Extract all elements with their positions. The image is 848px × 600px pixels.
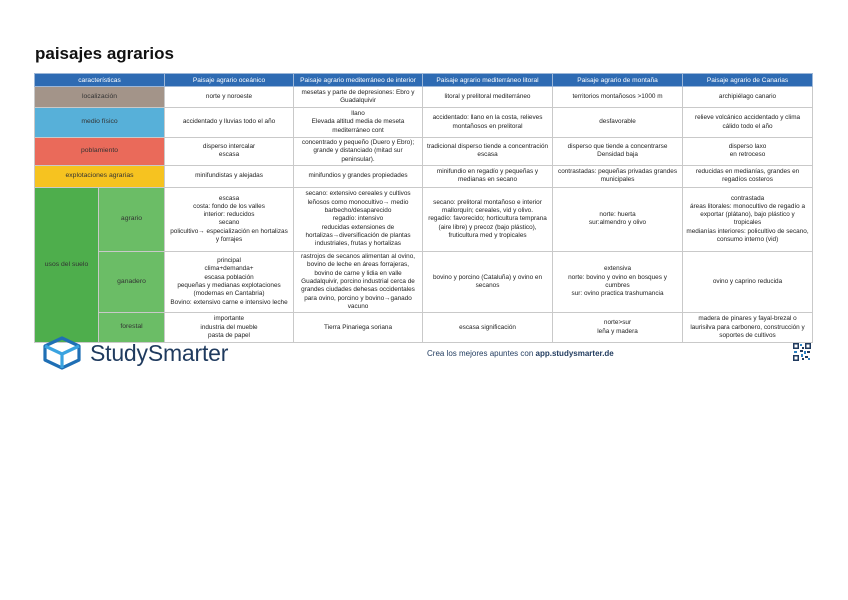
row-label-usos-del-suelo: usos del suelo bbox=[35, 187, 99, 342]
cell: rastrojos de secanos alimentan al ovino, bovino de leche en áreas forrajeras, bovino de carne y lidia en valle Guadalquivir, porcino industrial cerca de grandes ciudades dehesas occidentales para ovino, porcino y bovino→ganado vacuno bbox=[294, 251, 423, 312]
cell: archipiélago canario bbox=[683, 87, 813, 108]
cell: contrastada áreas litorales: monocultivo de regadío a exportar (plátano), bajo plástico y tropicales medianías interiores: policultivo de secano, consumo interno (vid) bbox=[683, 187, 813, 251]
header-mountain: Paisaje agrario de montaña bbox=[553, 74, 683, 87]
row-localizacion bbox=[35, 87, 813, 108]
brand-name: StudySmarter bbox=[90, 339, 229, 366]
row-poblamiento bbox=[35, 138, 813, 166]
cell: norte y noroeste bbox=[165, 87, 294, 108]
cell: relieve volcánico accidentado y clima cálido todo el año bbox=[683, 108, 813, 138]
cell: disperso que tiende a concentrarse Densidad baja bbox=[553, 138, 683, 166]
row-label-poblamiento: poblamiento bbox=[35, 138, 165, 166]
cube-icon bbox=[42, 336, 82, 370]
cell: mesetas y parte de depresiones: Ebro y Guadalquivir bbox=[294, 87, 423, 108]
cell: ovino y caprino reducida bbox=[683, 251, 813, 312]
cell: minifundios y grandes propiedades bbox=[294, 165, 423, 187]
cell: accidentado y lluvias todo el año bbox=[165, 108, 294, 138]
header-row bbox=[35, 74, 813, 87]
header-oceanic: Paisaje agrario oceánico bbox=[165, 74, 294, 87]
row-medio-fisico bbox=[35, 108, 813, 138]
row-explotaciones bbox=[35, 165, 813, 187]
footer-cta bbox=[427, 349, 614, 358]
qr-code-icon bbox=[793, 343, 811, 361]
cell: escasa costa: fondo de los valles interior: reducidos secano policultivo→ especialización en hortalizas y forrajes bbox=[165, 187, 294, 251]
cell: madera de pinares y fayal-brezal o laurisilva para carbonero, construcción y soportes de cultivos bbox=[683, 313, 813, 343]
cell: tradicional disperso tiende a concentración escasa bbox=[423, 138, 553, 166]
row-label-localizacion: localización bbox=[35, 87, 165, 108]
cell: disperso intercalar escasa bbox=[165, 138, 294, 166]
row-usos-ganadero bbox=[35, 251, 813, 312]
cell: accidentado: llano en la costa, relieves montañosos en prelitoral bbox=[423, 108, 553, 138]
row-label-explotaciones: explotaciones agrarias bbox=[35, 165, 165, 187]
cell: minifundio en regadío y pequeñas y medianas en secano bbox=[423, 165, 553, 187]
cell: disperso laxo en retroceso bbox=[683, 138, 813, 166]
cta-text: Crea los mejores apuntes con bbox=[427, 349, 536, 358]
cell: llano Elevada altitud media de meseta mediterráneo cont bbox=[294, 108, 423, 138]
cell: Tierra Pinariega soriana bbox=[294, 313, 423, 343]
cell: minifundistas y alejadas bbox=[165, 165, 294, 187]
cell: litoral y prelitoral mediterráneo bbox=[423, 87, 553, 108]
row-label-agrario: agrario bbox=[99, 187, 165, 251]
cell: bovino y porcino (Cataluña) y ovino en secanos bbox=[423, 251, 553, 312]
agrarian-landscapes-table bbox=[34, 73, 813, 343]
header-characteristics: características bbox=[35, 74, 165, 87]
cell: reducidas en medianías, grandes en regadíos costeros bbox=[683, 165, 813, 187]
cell: principal clima+demanda+ escasa población pequeñas y medianas explotaciones (modernas en Cantabria) Bovino: extensivo carne e intensivo leche bbox=[165, 251, 294, 312]
header-mediterranean-interior: Paisaje agrario mediterráneo de interior bbox=[294, 74, 423, 87]
cell: extensiva norte: bovino y ovino en bosques y cumbres sur: ovino practica trashumancia bbox=[553, 251, 683, 312]
row-usos-agrario bbox=[35, 187, 813, 251]
row-label-ganadero: ganadero bbox=[99, 251, 165, 312]
cell: secano: extensivo cereales y cultivos leñosos como monocultivo→ medio barbecho/desaparecido regadío: intensivo reducidas extensiones de hortalizas→diversificación de plantas industriales, frutas y hortalizas bbox=[294, 187, 423, 251]
cell: norte: huerta sur:almendro y olivo bbox=[553, 187, 683, 251]
row-label-medio-fisico: medio físico bbox=[35, 108, 165, 138]
header-canary: Paisaje agrario de Canarias bbox=[683, 74, 813, 87]
cell: territorios montañosos >1000 m bbox=[553, 87, 683, 108]
cell: desfavorable bbox=[553, 108, 683, 138]
cell: importante industria del mueble pasta de papel bbox=[165, 313, 294, 343]
page-title: paisajes agrarios bbox=[35, 44, 174, 63]
cell: norte>sur leña y madera bbox=[553, 313, 683, 343]
studysmarter-logo[interactable] bbox=[42, 336, 228, 370]
row-label-forestal: forestal bbox=[99, 313, 165, 343]
cell: secano: prelitoral montañoso e interior mallorquín; cereales, vid y olivo. regadío: favorecido; horticultura temprana (aire libre) y precoz (bajo plástico), fruticultura med y tropicales bbox=[423, 187, 553, 251]
header-mediterranean-coastal: Paisaje agrario mediterráneo litoral bbox=[423, 74, 553, 87]
cta-link[interactable]: app.studysmarter.de bbox=[535, 349, 614, 358]
cell: escasa significación bbox=[423, 313, 553, 343]
cell: contrastadas: pequeñas privadas grandes municipales bbox=[553, 165, 683, 187]
cell: concentrado y pequeño (Duero y Ebro); grande y distanciado (mitad sur peninsular). bbox=[294, 138, 423, 166]
